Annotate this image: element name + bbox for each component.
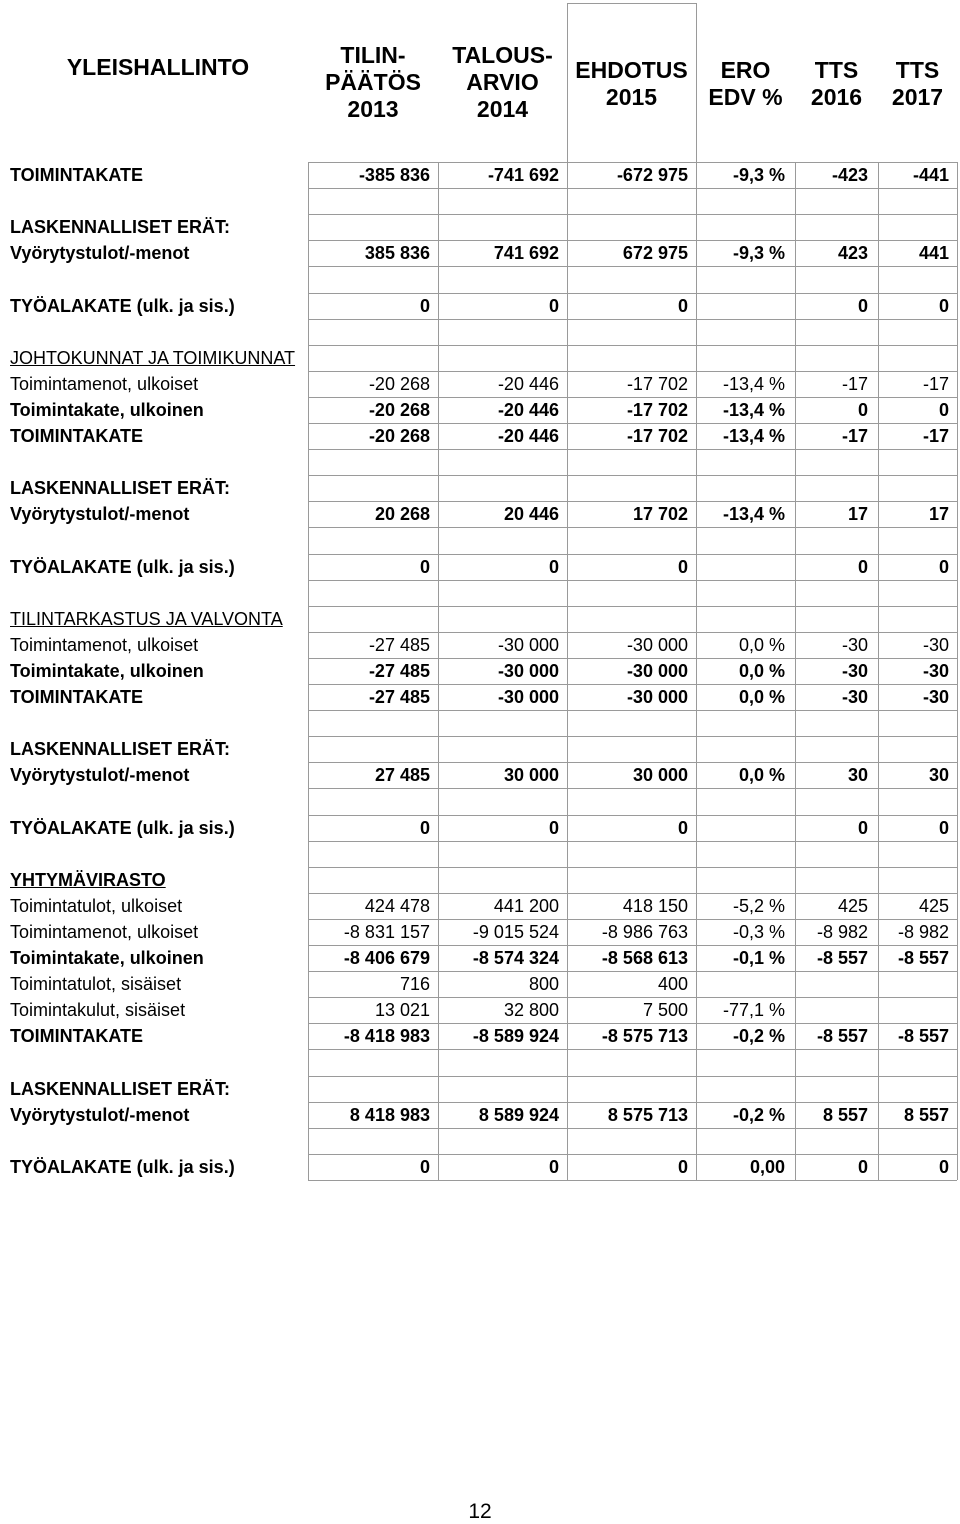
- row-label: Toimintakate, ulkoinen: [10, 948, 204, 968]
- grid-line: [308, 345, 957, 346]
- row-label: Toimintatulot, sisäiset: [10, 974, 182, 995]
- header-highlight-border: [567, 3, 568, 162]
- cell-value: -8 418 983: [343, 1026, 430, 1047]
- grid-line: [308, 919, 957, 920]
- grid-line: [308, 684, 957, 685]
- page-number: 12: [468, 1500, 492, 1523]
- cell-value: -0,2 %: [732, 1104, 785, 1125]
- grid-line: [308, 397, 957, 398]
- cell-value: -8 986 763: [601, 921, 688, 942]
- cell-value: 441 200: [493, 895, 559, 916]
- cell-value: 0: [548, 556, 559, 577]
- cell-value: -27 485: [368, 634, 430, 655]
- cell-value: 8 589 924: [478, 1104, 559, 1125]
- cell-value: -30: [841, 687, 868, 707]
- cell-value: -741 692: [487, 165, 559, 185]
- cell-value: 17: [928, 504, 949, 525]
- cell-value: -8 406 679: [343, 948, 430, 968]
- grid-line: [308, 319, 957, 320]
- grid-line: [308, 997, 957, 998]
- row-label: TYÖALAKATE (ulk. ja sis.): [10, 556, 235, 577]
- cell-value: 30 000: [632, 765, 688, 786]
- cell-value: -27 485: [368, 660, 430, 681]
- row-label: Toimintakate, ulkoinen: [10, 660, 204, 681]
- grid-line: [308, 606, 957, 607]
- grid-line: [308, 658, 957, 659]
- cell-value: 0: [857, 399, 868, 420]
- cell-value: -8 589 924: [472, 1026, 559, 1047]
- row-label: Vyörytystulot/-menot: [10, 1104, 190, 1125]
- grid-line: [308, 1180, 957, 1181]
- cell-value: -20 268: [368, 373, 430, 394]
- cell-value: 0,0 %: [738, 660, 785, 681]
- cell-value: -13,4 %: [722, 504, 785, 525]
- cell-value: 672 975: [622, 243, 688, 264]
- cell-value: -17 702: [626, 373, 688, 394]
- grid-line: [308, 162, 957, 163]
- grid-line: [308, 1023, 957, 1024]
- cell-value: -17 702: [626, 399, 688, 420]
- cell-value: 0: [548, 295, 559, 316]
- row-label: TOIMINTAKATE: [10, 426, 143, 446]
- row-label: TILINTARKASTUS JA VALVONTA: [10, 608, 283, 629]
- row-label: TOIMINTAKATE: [10, 1026, 143, 1047]
- cell-value: 0: [857, 817, 868, 838]
- cell-value: -385 836: [358, 165, 430, 185]
- cell-value: 8 418 983: [349, 1104, 430, 1125]
- cell-value: -77,1 %: [722, 1000, 785, 1021]
- cell-value: -30: [922, 687, 949, 707]
- grid-line: [308, 266, 957, 267]
- cell-value: -0,2 %: [732, 1026, 785, 1047]
- row-label: TYÖALAKATE (ulk. ja sis.): [10, 817, 235, 838]
- column-header: EHDOTUS 2015: [575, 57, 688, 110]
- grid-line: [308, 449, 957, 450]
- grid-line: [308, 1049, 957, 1050]
- cell-value: -30 000: [497, 687, 559, 707]
- cell-value: 716: [399, 974, 430, 995]
- cell-value: 8 557: [903, 1104, 949, 1125]
- grid-line: [308, 1076, 957, 1077]
- row-label: Toimintamenot, ulkoiset: [10, 921, 199, 942]
- cell-value: -30 000: [497, 660, 559, 681]
- cell-value: 0: [677, 556, 688, 577]
- cell-value: -8 557: [816, 948, 868, 968]
- cell-value: -9,3 %: [732, 165, 785, 185]
- cell-value: 0: [677, 817, 688, 838]
- cell-value: 741 692: [493, 243, 559, 264]
- grid-line: [308, 867, 957, 868]
- cell-value: -17: [922, 373, 949, 394]
- cell-value: 425: [918, 895, 949, 916]
- row-label: TYÖALAKATE (ulk. ja sis.): [10, 1156, 235, 1177]
- cell-value: -13,4 %: [722, 373, 785, 394]
- cell-value: 423: [837, 243, 868, 264]
- cell-value: -8 557: [897, 1026, 949, 1047]
- row-label: JOHTOKUNNAT JA TOIMIKUNNAT: [10, 347, 296, 368]
- row-label: Vyörytystulot/-menot: [10, 765, 190, 786]
- cell-value: -441: [912, 165, 949, 185]
- cell-value: -17 702: [626, 426, 688, 446]
- cell-value: -20 446: [497, 426, 559, 446]
- cell-value: -20 268: [368, 399, 430, 420]
- cell-value: 0: [938, 556, 949, 577]
- row-label: Vyörytystulot/-menot: [10, 504, 190, 525]
- cell-value: -30: [841, 634, 868, 655]
- cell-value: 0: [419, 1156, 430, 1177]
- grid-line: [308, 188, 957, 189]
- cell-value: -20 268: [368, 426, 430, 446]
- cell-value: -30: [922, 660, 949, 681]
- cell-value: 7 500: [642, 1000, 688, 1021]
- cell-value: -423: [831, 165, 868, 185]
- row-label: TOIMINTAKATE: [10, 687, 143, 707]
- cell-value: 800: [528, 974, 559, 995]
- cell-value: -17: [841, 426, 868, 446]
- grid-line: [308, 736, 957, 737]
- row-label: Toimintatulot, ulkoiset: [10, 895, 183, 916]
- cell-value: -20 446: [497, 399, 559, 420]
- cell-value: 418 150: [622, 895, 688, 916]
- row-label: Toimintakate, ulkoinen: [10, 399, 204, 420]
- cell-value: -8 982: [816, 921, 868, 942]
- cell-value: 0: [548, 817, 559, 838]
- column-header: TILIN- PÄÄTÖS 2013: [325, 42, 421, 122]
- cell-value: 0: [938, 295, 949, 316]
- cell-value: -17: [922, 426, 949, 446]
- cell-value: -27 485: [368, 687, 430, 707]
- header-highlight-border: [567, 3, 697, 4]
- cell-value: 17 702: [632, 504, 688, 525]
- column-header: TTS 2017: [891, 57, 944, 110]
- cell-value: 0: [938, 399, 949, 420]
- cell-value: 0,00: [749, 1156, 785, 1177]
- cell-value: 0: [548, 1156, 559, 1177]
- cell-value: -13,4 %: [722, 426, 785, 446]
- grid-line: [308, 423, 957, 424]
- row-label: LASKENNALLISET ERÄT:: [10, 217, 230, 238]
- cell-value: 13 021: [374, 1000, 430, 1021]
- cell-value: 17: [847, 504, 868, 525]
- cell-value: -17: [841, 373, 868, 394]
- cell-value: 30 000: [503, 765, 559, 786]
- cell-value: 400: [657, 974, 688, 995]
- row-label: Toimintamenot, ulkoiset: [10, 373, 199, 394]
- grid-line: [308, 710, 957, 711]
- cell-value: -0,3 %: [732, 921, 785, 942]
- cell-value: -8 982: [897, 921, 949, 942]
- row-label: TYÖALAKATE (ulk. ja sis.): [10, 295, 235, 316]
- cell-value: 0: [419, 817, 430, 838]
- cell-value: 0,0 %: [738, 765, 785, 786]
- cell-value: 0: [857, 295, 868, 316]
- cell-value: -8 831 157: [343, 921, 430, 942]
- cell-value: -13,4 %: [722, 399, 785, 420]
- row-label: Vyörytystulot/-menot: [10, 243, 190, 264]
- row-label: LASKENNALLISET ERÄT:: [10, 739, 230, 760]
- column-header: TALOUS- ARVIO 2014: [452, 42, 553, 122]
- cell-value: 32 800: [503, 1000, 559, 1021]
- grid-line: [308, 1128, 957, 1129]
- grid-line: [308, 527, 957, 528]
- cell-value: 8 575 713: [607, 1104, 688, 1125]
- cell-value: 441: [918, 243, 949, 264]
- section-title: YLEISHALLINTO: [66, 54, 250, 80]
- grid-line: [308, 214, 957, 215]
- cell-value: 20 446: [503, 504, 559, 525]
- cell-value: -30: [922, 634, 949, 655]
- grid-line: [308, 945, 957, 946]
- grid-line: [308, 580, 957, 581]
- cell-value: 0: [938, 817, 949, 838]
- cell-value: 30: [847, 765, 868, 786]
- cell-value: 0: [677, 1156, 688, 1177]
- grid-line: [308, 971, 957, 972]
- cell-value: -30: [841, 660, 868, 681]
- header-highlight-border: [696, 3, 697, 162]
- cell-value: 20 268: [374, 504, 430, 525]
- grid-line: [308, 762, 957, 763]
- row-label: LASKENNALLISET ERÄT:: [10, 478, 230, 499]
- cell-value: -9,3 %: [732, 243, 785, 264]
- cell-value: -5,2 %: [732, 895, 785, 916]
- cell-value: -30 000: [626, 634, 688, 655]
- cell-value: 27 485: [374, 765, 430, 786]
- cell-value: 0,0 %: [738, 687, 785, 707]
- cell-value: -672 975: [616, 165, 688, 185]
- cell-value: -30 000: [626, 660, 688, 681]
- cell-value: 30: [928, 765, 949, 786]
- row-label: Toimintakulut, sisäiset: [10, 1000, 186, 1021]
- cell-value: -8 557: [816, 1026, 868, 1047]
- cell-value: 0,0 %: [738, 634, 785, 655]
- cell-value: -30 000: [497, 634, 559, 655]
- cell-value: 0: [857, 556, 868, 577]
- grid-line: [308, 240, 957, 241]
- cell-value: 0: [677, 295, 688, 316]
- grid-line: [308, 788, 957, 789]
- cell-value: -20 446: [497, 373, 559, 394]
- cell-value: 0: [857, 1156, 868, 1177]
- row-label: TOIMINTAKATE: [10, 165, 143, 185]
- cell-value: -8 557: [897, 948, 949, 968]
- cell-value: -30 000: [626, 687, 688, 707]
- cell-value: 0: [938, 1156, 949, 1177]
- cell-value: 0: [419, 295, 430, 316]
- row-label: LASKENNALLISET ERÄT:: [10, 1078, 230, 1099]
- cell-value: 8 557: [822, 1104, 868, 1125]
- column-header: ERO EDV %: [708, 57, 783, 110]
- cell-value: 425: [837, 895, 868, 916]
- cell-value: 0: [419, 556, 430, 577]
- grid-line: [308, 475, 957, 476]
- cell-value: -8 568 613: [601, 948, 688, 968]
- row-label: Toimintamenot, ulkoiset: [10, 634, 199, 655]
- cell-value: -0,1 %: [732, 948, 785, 968]
- row-label: YHTYMÄVIRASTO: [10, 869, 166, 890]
- grid-line: [308, 501, 957, 502]
- column-header: TTS 2016: [810, 57, 863, 110]
- grid-line: [308, 841, 957, 842]
- grid-line: [957, 162, 958, 1180]
- cell-value: -8 575 713: [601, 1026, 688, 1047]
- cell-value: -9 015 524: [472, 921, 559, 942]
- cell-value: 424 478: [364, 895, 430, 916]
- cell-value: -8 574 324: [472, 948, 559, 968]
- cell-value: 385 836: [364, 243, 430, 264]
